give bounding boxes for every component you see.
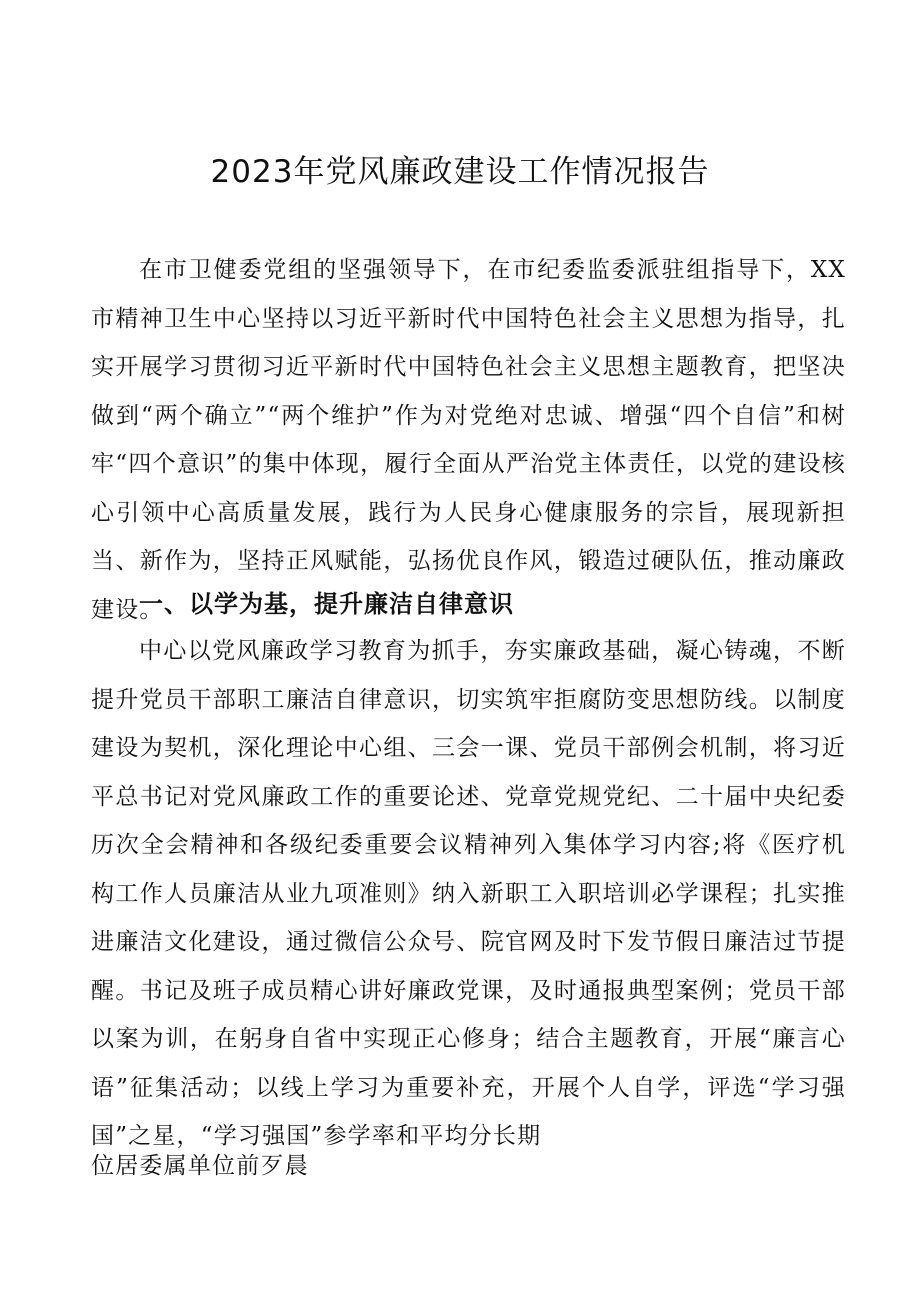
intro-paragraph: 在市卫健委党组的坚强领导下，在市纪委监委派驻组指导下，XX市精神卫生中心坚持以习近平新时代中国特色社会主义思想为指导，扎实开展学习贯彻习近平新时代中国特色社会主义思想主题教育，把坚决做到“两个确立”“两个维护”作为对党绝对忠诚、增强“四个自信”和树牢“四个意识”的集中体现，履行全面从严治党主体责任，以党的建设核心引领中心高质量发展，践行为人民身心健康服务的宗旨，展现新担当、新作为，坚持正风赋能，弘扬优良作风，锻造过硬队伍，推动廉政建设。 <box>91 257 846 623</box>
document-title: 2023年党风廉政建设工作情况报告 <box>210 154 710 190</box>
section-heading: 一、以学为基，提升廉洁自律意识 <box>139 590 514 618</box>
section-paragraph: 中心以党风廉政学习教育为抓手，夯实廉政基础，凝心铸魂，不断提升党员干部职工廉洁自律意识，切实筑牢拒腐防变思想防线。以制度建设为契机，深化理论中心组、三会一课、党员干部例会机制，将习近平总书记对党风廉政工作的重要论述、党章党规党纪、二十届中央纪委历次全会精神和各级纪委重要会议精神列入集体学习内容;将《医疗机构工作人员廉洁从业九项准则》纳入新职工入职培训必学课程；扎实推进廉洁文化建设，通过微信公众号、院官网及时下发节假日廉洁过节提醒。书记及班子成员精心讲好廉政党课，及时通报典型案例；党员干部以案为训，在躬身自省中实现正心修身；结合主题教育，开展“廉言心语”征集活动；以线上学习为重要补充，开展个人自学，评选“学习强国”之星，“学习强国”参学率和平均分长期 <box>91 638 846 1149</box>
trailing-line: 位居委属单位前歹晨 <box>91 1153 309 1179</box>
